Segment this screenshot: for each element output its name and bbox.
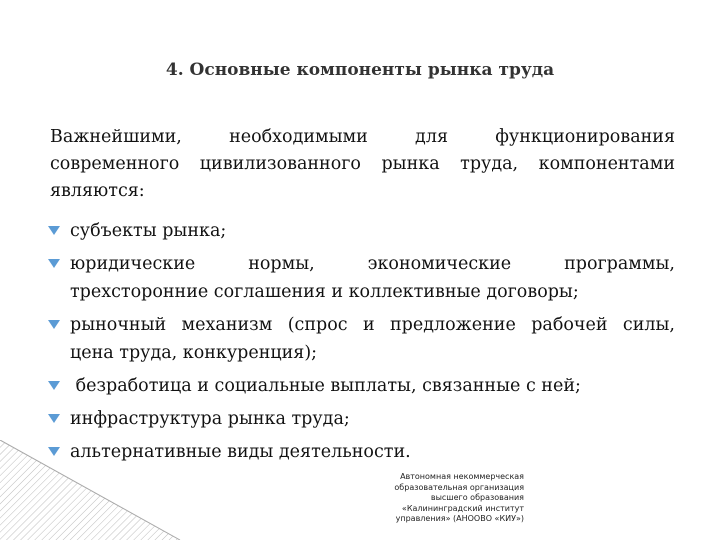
triangle-bullet-icon	[48, 226, 60, 235]
list-item-text	[70, 311, 675, 367]
list-item	[48, 405, 675, 433]
component-list	[48, 217, 675, 471]
list-item-text	[70, 372, 675, 400]
footnote-line: «Калининградский институт	[401, 503, 524, 513]
list-item-text	[70, 250, 675, 306]
intro-line: Важнейшими, необходимыми для функционирования	[50, 127, 675, 147]
list-item-line: рыночный механизм (спрос и предложение рабочей силы,	[70, 315, 675, 335]
list-item	[48, 250, 675, 306]
list-item-line: инфраструктура рынка труда;	[70, 409, 350, 429]
list-item-line: цена труда, конкуренция);	[70, 343, 318, 363]
triangle-bullet-icon	[48, 259, 60, 268]
footnote-line: Автономная некоммерческая	[400, 472, 524, 481]
triangle-bullet-icon	[48, 414, 60, 423]
footnote-line: управления» (АНООВО «КИУ»)	[395, 514, 524, 523]
list-item-line: безработица и социальные выплаты, связанные с ней;	[70, 376, 581, 396]
list-item-text	[70, 217, 675, 245]
list-item-text	[70, 405, 675, 433]
intro-line: являются:	[50, 181, 145, 201]
triangle-bullet-icon	[48, 320, 60, 329]
list-item	[48, 311, 675, 367]
list-item-line: субъекты рынка;	[70, 221, 227, 241]
footnote-line: высшего образования	[430, 493, 524, 502]
slide-title: 4. Основные компоненты рынка труда	[165, 60, 555, 80]
corner-hatch-decoration	[0, 440, 220, 540]
list-item-line: альтернативные виды деятельности.	[70, 442, 411, 462]
institution-footnote	[332, 472, 524, 525]
intro-paragraph	[50, 124, 675, 205]
list-item-line: трехсторонние соглашения и коллективные договоры;	[70, 282, 579, 302]
list-item	[48, 372, 675, 400]
list-item-line: юридические нормы, экономические программы,	[70, 254, 675, 274]
list-item	[48, 217, 675, 245]
triangle-bullet-icon	[48, 381, 60, 390]
footnote-line: образовательная организация	[394, 482, 524, 492]
intro-line: современного цивилизованного рынка труда, компонентами	[50, 154, 675, 174]
